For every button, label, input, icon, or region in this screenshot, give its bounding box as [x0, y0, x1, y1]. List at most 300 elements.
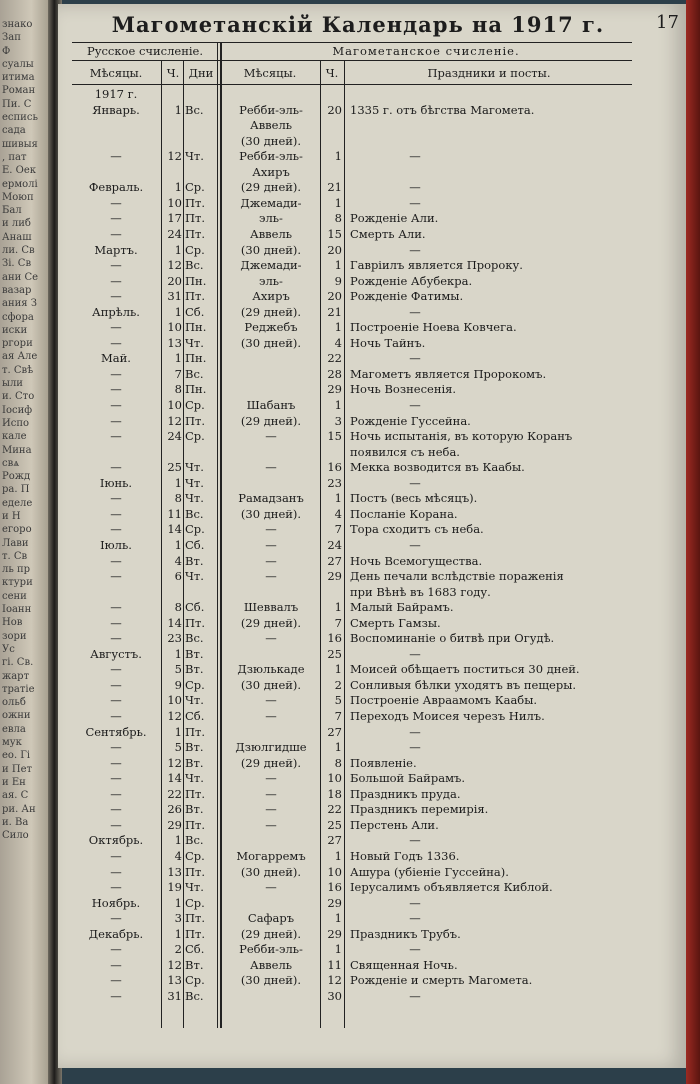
day-ru-cell: 24 [167, 226, 182, 241]
holiday-cell: — [409, 195, 421, 210]
day-isl-cell: 15 [327, 429, 342, 444]
left-page-fragment: Лави [2, 537, 29, 549]
day-isl-cell: 30 [327, 988, 342, 1003]
holiday-cell: Посланіе Корана. [350, 506, 458, 521]
header-top-rule [72, 42, 632, 43]
column-divider [344, 60, 345, 1028]
day-ru-cell: 11 [167, 506, 182, 521]
left-page-fragment: кале [2, 431, 27, 443]
month-isl-cell: эль- [259, 211, 283, 226]
weekday-cell: Вт. [185, 553, 204, 568]
left-page-fragment: ани Се [2, 271, 39, 283]
day-isl-cell: 2 [334, 677, 342, 692]
left-page-fragment: , пат [2, 151, 27, 163]
left-page-fragment: ыли [2, 378, 23, 390]
weekday-cell: Пт. [185, 817, 206, 832]
month-isl-cell: Джемади- [240, 258, 302, 273]
month-isl-cell: — [265, 802, 277, 817]
day-ru-cell: 13 [167, 335, 182, 350]
day-isl-cell: 1 [334, 491, 342, 506]
holiday-cell: — [409, 724, 421, 739]
weekday-cell: Пт. [185, 864, 206, 879]
left-page-fragment: и. Ва [2, 816, 29, 828]
holiday-cell: появился съ неба. [350, 444, 460, 459]
day-ru-cell: 12 [167, 957, 182, 972]
left-page-fragment: ольб [2, 697, 26, 709]
day-isl-cell: 18 [327, 786, 342, 801]
holiday-cell: — [409, 895, 421, 910]
left-page-fragment: Зап [2, 32, 21, 44]
day-isl-cell: 11 [327, 957, 342, 972]
day-isl-cell: 16 [327, 880, 342, 895]
day-isl-cell: 28 [327, 366, 342, 381]
holiday-cell: 1335 г. отъ бѣгства Магомета. [350, 102, 535, 117]
left-page-fragment: ожни [2, 710, 31, 722]
left-page-fragment: ания З [2, 298, 38, 310]
weekday-cell: Пт. [185, 289, 206, 304]
weekday-cell: Чт. [185, 880, 204, 895]
day-ru-cell: 22 [167, 786, 182, 801]
holiday-cell: Магометъ является Пророкомъ. [350, 366, 547, 381]
weekday-cell: Чт. [185, 475, 204, 490]
holiday-cell: — [409, 740, 421, 755]
weekday-cell: Ср. [185, 677, 205, 692]
weekday-cell: Сб. [185, 709, 205, 723]
day-isl-cell: 29 [327, 926, 342, 941]
left-page-fragment: гі. Св. [2, 657, 34, 669]
weekday-cell: Чт. [185, 569, 204, 584]
month-ru-cell: Августъ. [90, 646, 142, 661]
left-page-edge [0, 0, 52, 1084]
holiday-cell: Сонливыя бѣлки уходятъ въ пещеры. [350, 677, 576, 692]
day-isl-cell: 7 [334, 522, 342, 537]
weekday-cell: Ср. [185, 180, 205, 195]
day-isl-cell: 10 [327, 771, 342, 786]
month-isl-cell: Ребби-эль- [239, 102, 303, 117]
left-page-fragment: сфора [2, 311, 34, 323]
weekday-cell: Ср. [185, 973, 205, 988]
month-ru-cell: Мартъ. [94, 242, 138, 257]
left-page-fragment: и либ [2, 218, 31, 230]
month-ru-cell: — [110, 569, 122, 584]
column-header-month-isl: Мѣсяцы. [243, 66, 297, 80]
column-header-day-ru: Ч. [166, 66, 180, 80]
month-isl-cell: — [265, 693, 277, 708]
weekday-cell: Пт. [185, 926, 206, 941]
left-page-fragment: ли. Св [2, 245, 35, 257]
day-isl-cell: 1 [334, 942, 342, 957]
holiday-cell: Священная Ночь. [350, 957, 458, 972]
left-page-fragment: Е. Оек [2, 165, 37, 177]
weekday-cell: Пн. [185, 273, 207, 288]
holiday-cell: Ночь Тайнъ. [350, 335, 426, 350]
day-ru-cell: 10 [167, 398, 182, 412]
weekday-cell: Вт. [185, 802, 204, 817]
month-ru-cell: — [110, 631, 122, 646]
holiday-cell: — [409, 833, 421, 848]
month-ru-cell: — [110, 911, 122, 926]
weekday-cell: Вс. [185, 833, 204, 848]
weekday-cell: Сб. [185, 942, 205, 957]
day-isl-cell: 10 [327, 864, 342, 879]
day-ru-cell: 31 [167, 988, 182, 1003]
left-page-fragment: Сило [2, 830, 29, 842]
month-isl-cell: (30 дней). [240, 133, 302, 148]
column-divider [183, 60, 184, 1028]
holiday-cell: Смерть Али. [350, 226, 426, 241]
day-ru-cell: 13 [167, 973, 182, 988]
day-ru-cell: 29 [167, 817, 182, 832]
left-page-text [2, 18, 50, 842]
day-ru-cell: 7 [174, 366, 182, 381]
month-isl-cell: Ахиръ [252, 289, 290, 304]
month-ru-cell: Январь. [92, 102, 140, 117]
day-ru-cell: 9 [174, 677, 182, 692]
weekday-cell: Ср. [185, 848, 205, 863]
month-isl-cell: Сафаръ [247, 911, 295, 926]
month-ru-cell: — [110, 709, 122, 723]
left-page-fragment: шивыя [2, 138, 38, 150]
month-ru-cell: 1917 г. [94, 87, 138, 101]
month-isl-cell: (29 дней). [240, 926, 302, 941]
month-ru-cell: — [110, 786, 122, 801]
day-ru-cell: 1 [174, 242, 182, 257]
month-isl-cell: Шеввалъ [243, 600, 299, 615]
day-isl-cell: 29 [327, 569, 342, 584]
weekday-cell: Пт. [185, 226, 206, 241]
month-ru-cell: — [110, 677, 122, 692]
left-page-fragment: сени [2, 590, 27, 602]
month-ru-cell: Октябрь. [88, 833, 144, 848]
holiday-cell: Рожденіе и смерть Магомета. [350, 973, 533, 988]
holiday-cell: — [409, 537, 421, 552]
weekday-cell: Вт. [185, 755, 204, 770]
month-isl-cell: — [265, 553, 277, 568]
month-ru-cell: — [110, 382, 122, 397]
day-isl-cell: 5 [334, 693, 342, 708]
left-page-fragment: ри. Ан [2, 803, 36, 815]
day-ru-cell: 1 [174, 646, 182, 661]
day-isl-cell: 21 [327, 304, 342, 319]
left-page-fragment: и Н [2, 510, 21, 522]
day-ru-cell: 10 [167, 195, 182, 210]
weekday-cell: Вт. [185, 646, 204, 661]
month-ru-cell: — [110, 553, 122, 568]
month-isl-cell: Шабанъ [246, 398, 296, 412]
month-ru-cell: — [110, 600, 122, 615]
left-page-fragment: тратіе [2, 683, 35, 695]
day-ru-cell: 1 [174, 180, 182, 195]
month-isl-cell: Джемади- [240, 195, 302, 210]
weekday-cell: Чт. [185, 149, 204, 164]
month-ru-cell: — [110, 335, 122, 350]
column-header-weekday: Дни [188, 66, 214, 80]
day-ru-cell: 12 [167, 413, 182, 428]
day-isl-cell: 1 [334, 149, 342, 164]
holiday-cell: — [409, 988, 421, 1003]
day-ru-cell: 1 [174, 304, 182, 319]
month-isl-cell: Аввель [249, 118, 293, 133]
column-header-holidays: Праздники и посты. [427, 66, 551, 80]
day-isl-cell: 16 [327, 631, 342, 646]
left-page-fragment: Нов [2, 617, 23, 629]
holiday-cell: — [409, 149, 421, 164]
month-ru-cell: — [110, 973, 122, 988]
left-page-fragment: егоро [2, 524, 32, 536]
month-isl-cell: (30 дней). [240, 242, 302, 257]
day-isl-cell: 21 [327, 180, 342, 195]
month-isl-cell: — [265, 771, 277, 786]
month-isl-cell: Ребби-эль- [239, 942, 303, 957]
month-ru-cell: — [110, 848, 122, 863]
month-isl-cell: (30 дней). [240, 506, 302, 521]
day-ru-cell: 1 [174, 895, 182, 910]
left-page-fragment: ео. Гі [2, 750, 31, 762]
holiday-cell: — [409, 351, 421, 366]
left-page-fragment: еделе [2, 497, 33, 509]
weekday-cell: Вс. [185, 258, 204, 273]
holiday-cell: Моисей обѣщаетъ поститься 30 дней. [350, 662, 580, 677]
weekday-cell: Вс. [185, 631, 204, 646]
day-isl-cell: 29 [327, 895, 342, 910]
holiday-cell: — [409, 180, 421, 195]
month-ru-cell: — [110, 755, 122, 770]
holiday-cell: при Вѣнѣ въ 1683 году. [350, 584, 491, 599]
holiday-cell: Переходъ Моисея черезъ Нилъ. [350, 709, 545, 723]
month-isl-cell: (29 дней). [240, 755, 302, 770]
weekday-cell: Вс. [185, 988, 204, 1003]
left-page-fragment: Испо [2, 417, 30, 429]
month-isl-cell: Дзюлькаде [237, 662, 305, 677]
weekday-cell: Пт. [185, 615, 206, 630]
day-ru-cell: 12 [167, 755, 182, 770]
left-page-fragment: свѧ [2, 457, 20, 469]
day-ru-cell: 1 [174, 833, 182, 848]
month-isl-cell: Ребби-эль- [239, 149, 303, 164]
holiday-cell: Рожденіе Али. [350, 211, 439, 226]
left-page-fragment: суалы [2, 58, 34, 70]
day-ru-cell: 19 [167, 880, 182, 895]
month-isl-cell: — [265, 786, 277, 801]
weekday-cell: Сб. [185, 600, 205, 615]
month-ru-cell: Іюль. [100, 537, 132, 552]
month-isl-cell: (30 дней). [240, 973, 302, 988]
month-ru-cell: — [110, 149, 122, 164]
month-ru-cell: — [110, 273, 122, 288]
day-isl-cell: 22 [327, 351, 342, 366]
holiday-cell: — [409, 646, 421, 661]
month-isl-cell: Аввель [249, 226, 293, 241]
weekday-cell: Ср. [185, 242, 205, 257]
month-isl-cell: — [265, 709, 277, 723]
day-isl-cell: 7 [334, 615, 342, 630]
day-ru-cell: 26 [167, 802, 182, 817]
left-page-fragment: и. Сто [2, 391, 35, 403]
month-ru-cell: — [110, 864, 122, 879]
weekday-cell: Пн. [185, 320, 207, 335]
column-header-day-isl: Ч. [325, 66, 339, 80]
day-ru-cell: 14 [167, 771, 182, 786]
column-header-month-ru: Мѣсяцы. [89, 66, 143, 80]
day-ru-cell: 3 [174, 911, 182, 926]
day-isl-cell: 29 [327, 382, 342, 397]
left-page-fragment: и Ен [2, 776, 26, 788]
left-page-fragment: вазар [2, 284, 32, 296]
calendar-page [58, 4, 686, 1068]
holiday-cell: День печали вслѣдствіе пораженія [350, 569, 564, 584]
day-ru-cell: 8 [174, 600, 182, 615]
weekday-cell: Чт. [185, 693, 204, 708]
left-page-fragment: мук [2, 737, 22, 749]
holiday-cell: Новый Годъ 1336. [350, 848, 460, 863]
left-page-fragment: и Пет [2, 763, 33, 775]
day-ru-cell: 23 [167, 631, 182, 646]
weekday-cell: Вс. [185, 506, 204, 521]
weekday-cell: Чт. [185, 491, 204, 506]
day-ru-cell: 4 [174, 848, 182, 863]
month-isl-cell: (29 дней). [240, 180, 302, 195]
holiday-cell: — [409, 942, 421, 957]
left-page-fragment: т. Свѣ [2, 364, 34, 376]
left-page-fragment: Мина [2, 444, 32, 456]
month-isl-cell: (29 дней). [240, 615, 302, 630]
day-isl-cell: 8 [334, 211, 342, 226]
holiday-cell: Ночь Вознесенія. [350, 382, 457, 397]
column-divider [217, 42, 218, 1028]
month-isl-cell: (29 дней). [240, 413, 302, 428]
month-isl-cell: — [265, 631, 277, 646]
day-isl-cell: 7 [334, 709, 342, 723]
day-ru-cell: 24 [167, 429, 182, 444]
month-ru-cell: Май. [101, 351, 131, 366]
month-ru-cell: Іюнь. [99, 475, 133, 490]
month-ru-cell: — [110, 429, 122, 444]
weekday-cell: Вс. [185, 366, 204, 381]
day-isl-cell: 1 [334, 740, 342, 755]
day-ru-cell: 8 [174, 382, 182, 397]
month-ru-cell: — [110, 880, 122, 895]
weekday-cell: Пн. [185, 351, 207, 366]
holiday-cell: Тора сходитъ съ неба. [350, 522, 484, 537]
day-isl-cell: 23 [327, 475, 342, 490]
day-ru-cell: 5 [174, 740, 182, 755]
month-isl-cell: эль- [259, 273, 283, 288]
weekday-cell: Сб. [185, 537, 205, 552]
month-ru-cell: Февраль. [88, 180, 144, 195]
header-mid-rule [72, 60, 632, 61]
month-ru-cell: — [110, 258, 122, 273]
day-ru-cell: 4 [174, 553, 182, 568]
weekday-cell: Пт. [185, 724, 206, 739]
holiday-cell: Построеніе Ноева Ковчега. [350, 320, 517, 335]
holiday-cell: Рожденіе Абубекра. [350, 273, 473, 288]
day-ru-cell: 1 [174, 537, 182, 552]
weekday-cell: Вт. [185, 740, 204, 755]
month-isl-cell: — [265, 880, 277, 895]
day-isl-cell: 1 [334, 911, 342, 926]
left-page-fragment: Іосиф [2, 404, 33, 416]
holiday-cell: Рожденіе Гуссейна. [350, 413, 471, 428]
left-page-fragment: Роман [2, 85, 36, 97]
holiday-cell: Праздникъ Трубъ. [350, 926, 461, 941]
month-isl-cell: Ахиръ [252, 164, 290, 179]
day-isl-cell: 9 [334, 273, 342, 288]
holiday-cell: Смерть Гамзы. [350, 615, 441, 630]
weekday-cell: Пн. [185, 382, 207, 397]
day-ru-cell: 1 [174, 926, 182, 941]
left-page-fragment: сада [2, 125, 26, 137]
holiday-cell: Ночь Всемогущества. [350, 553, 483, 568]
day-ru-cell: 1 [174, 475, 182, 490]
month-ru-cell: — [110, 615, 122, 630]
holiday-cell: Рожденіе Фатимы. [350, 289, 464, 304]
left-page-fragment: Бал [2, 205, 22, 217]
day-isl-cell: 25 [327, 646, 342, 661]
month-ru-cell: — [110, 413, 122, 428]
day-isl-cell: 4 [334, 335, 342, 350]
month-ru-cell: — [110, 942, 122, 957]
day-ru-cell: 10 [167, 320, 182, 335]
weekday-cell: Пт. [185, 211, 206, 226]
group-header-islamic: Магометанское счисленіе. [332, 44, 520, 58]
page-title: Магометанскій Календарь на 1917 г. [111, 12, 605, 37]
month-isl-cell: — [265, 429, 277, 444]
month-ru-cell: Декабрь. [88, 926, 144, 941]
month-ru-cell: — [110, 491, 122, 506]
month-ru-cell: — [110, 289, 122, 304]
day-isl-cell: 27 [327, 724, 342, 739]
month-ru-cell: — [110, 366, 122, 381]
day-isl-cell: 20 [327, 102, 342, 117]
left-page-fragment: ая. С [2, 790, 29, 802]
left-page-fragment: евла [2, 723, 26, 735]
month-isl-cell: Могарремъ [236, 848, 306, 863]
day-isl-cell: 12 [327, 973, 342, 988]
month-ru-cell: — [110, 211, 122, 226]
holiday-cell: Большой Байрамъ. [350, 771, 465, 786]
holiday-cell: Малый Байрамъ. [350, 600, 454, 615]
day-ru-cell: 12 [167, 709, 182, 723]
month-isl-cell: (30 дней). [240, 864, 302, 879]
month-ru-cell: — [110, 226, 122, 241]
month-isl-cell: Реджебъ [244, 320, 298, 335]
month-isl-cell: — [265, 569, 277, 584]
left-page-fragment: зори [2, 630, 27, 642]
month-ru-cell: — [110, 506, 122, 521]
month-ru-cell: Сентябрь. [85, 724, 147, 739]
month-isl-cell: — [265, 537, 277, 552]
day-isl-cell: 1 [334, 195, 342, 210]
weekday-cell: Пт. [185, 413, 206, 428]
day-isl-cell: 20 [327, 242, 342, 257]
header-bottom-rule [72, 84, 632, 85]
month-ru-cell: Ноябрь. [91, 895, 141, 910]
day-isl-cell: 1 [334, 848, 342, 863]
weekday-cell: Ср. [185, 522, 205, 537]
left-page-fragment: ргори [2, 338, 33, 350]
day-ru-cell: 12 [167, 258, 182, 273]
weekday-cell: Пт. [185, 195, 206, 210]
weekday-cell: Вт. [185, 662, 204, 677]
weekday-cell: Сб. [185, 304, 205, 319]
month-ru-cell: — [110, 662, 122, 677]
left-page-fragment: знако [2, 19, 33, 30]
holiday-cell: Праздникъ пруда. [350, 786, 461, 801]
day-ru-cell: 20 [167, 273, 182, 288]
day-ru-cell: 2 [174, 942, 182, 957]
left-page-fragment: Пи. С [2, 98, 32, 110]
left-page-fragment: Моюп [2, 191, 34, 203]
